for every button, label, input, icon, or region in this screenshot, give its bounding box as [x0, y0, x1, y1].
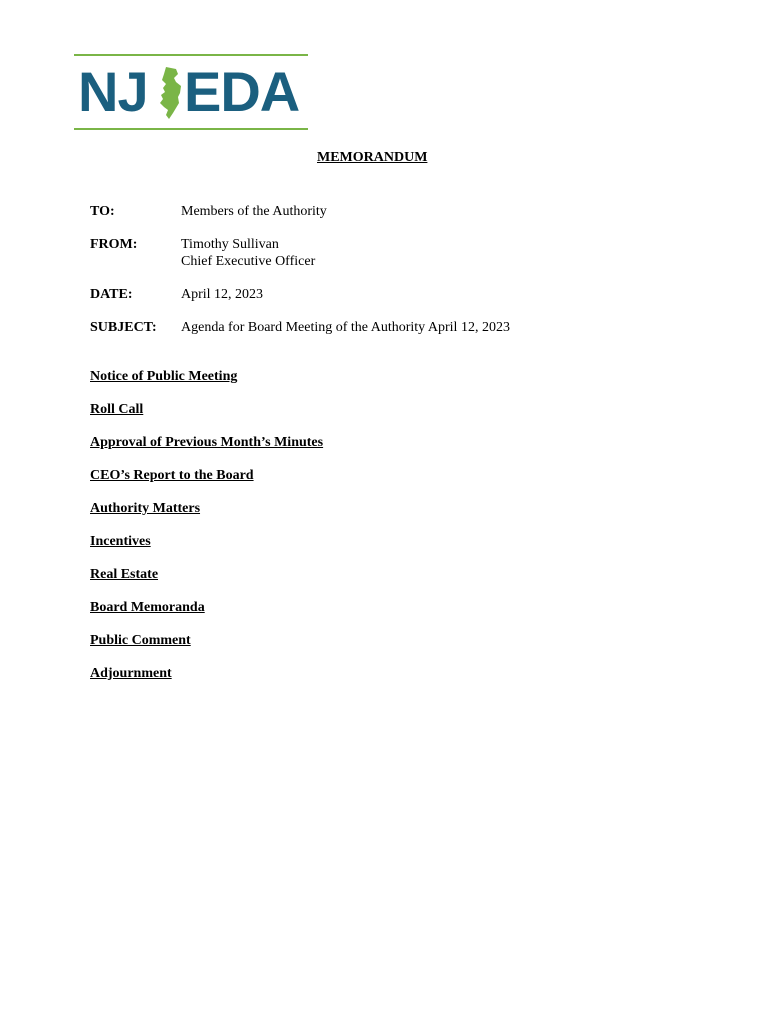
agenda-list: [90, 368, 323, 698]
logo-top-rule: [74, 54, 308, 56]
agenda-item-ceo-report: CEO’s Report to the Board: [90, 468, 254, 483]
from-title: Chief Executive Officer: [181, 254, 316, 269]
agenda-item-real-estate: Real Estate: [90, 567, 159, 582]
to-label: TO:: [90, 204, 115, 219]
memo-title: MEMORANDUM: [317, 150, 428, 165]
subject-value: Agenda for Board Meeting of the Authority April 12, 2023: [181, 320, 510, 335]
logo-text-eda: EDA: [184, 60, 300, 123]
new-jersey-state-icon: [156, 66, 184, 120]
agenda-item-incentives: Incentives: [90, 534, 151, 549]
from-label: FROM:: [90, 237, 138, 252]
to-value: Members of the Authority: [181, 204, 327, 219]
agenda-item-board-memoranda: Board Memoranda: [90, 600, 205, 615]
agenda-item-approval-of-minutes: Approval of Previous Month’s Minutes: [90, 435, 324, 450]
agenda-item-roll-call: Roll Call: [90, 402, 144, 417]
from-name: Timothy Sullivan: [181, 237, 279, 252]
agenda-item-authority-matters: Authority Matters: [90, 501, 201, 516]
logo-bottom-rule: [74, 128, 308, 130]
agenda-item-public-comment: Public Comment: [90, 633, 191, 648]
subject-label: SUBJECT:: [90, 320, 157, 335]
date-label: DATE:: [90, 287, 133, 302]
logo-text-nj: NJ: [78, 60, 148, 123]
agenda-item-notice-of-public-meeting: Notice of Public Meeting: [90, 369, 238, 384]
njeda-logo: [74, 54, 310, 132]
agenda-item-adjournment: Adjournment: [90, 666, 172, 681]
date-value: April 12, 2023: [181, 287, 264, 302]
